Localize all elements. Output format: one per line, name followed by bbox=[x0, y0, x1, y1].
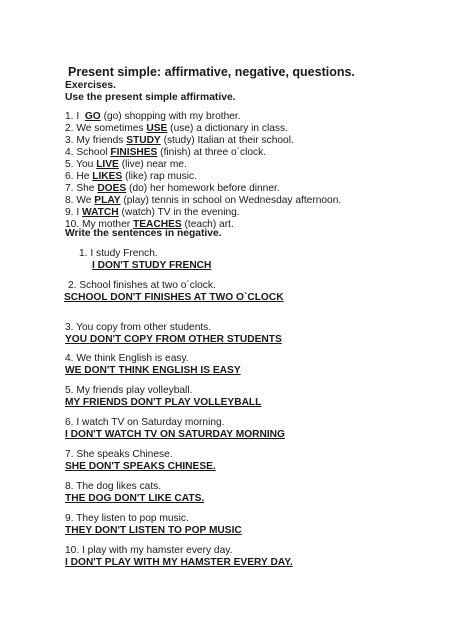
affirmative-item bbox=[65, 159, 187, 171]
item-prefix: I bbox=[76, 207, 80, 218]
item-number: 1. bbox=[65, 111, 74, 122]
answer-text: FINISHES bbox=[110, 147, 158, 158]
negative-answer: I DON'T PLAY WITH MY HAMSTER EVERY DAY. bbox=[65, 557, 293, 568]
page-title: Present simple: affirmative, negative, questions. bbox=[68, 65, 355, 79]
item-prefix: She bbox=[76, 183, 95, 194]
item-number: 2. bbox=[65, 123, 74, 134]
item-suffix: (watch) TV in the evening. bbox=[121, 207, 240, 218]
item-number: 7. bbox=[65, 183, 74, 194]
item-number: 4. bbox=[65, 147, 74, 158]
affirmative-item bbox=[65, 111, 241, 123]
answer-text: LIKES bbox=[92, 171, 123, 182]
item-suffix: (use) a dictionary in class. bbox=[170, 123, 288, 134]
item-number: 9. bbox=[65, 207, 74, 218]
item-number: 5. bbox=[65, 159, 74, 170]
answer-text: USE bbox=[146, 123, 168, 134]
affirmative-item bbox=[65, 195, 341, 207]
answer-text: DOES bbox=[97, 183, 127, 194]
answer-text: TEACHES bbox=[132, 219, 182, 230]
negative-answer: I DON'T STUDY FRENCH bbox=[92, 260, 212, 271]
item-number: 3. bbox=[65, 135, 74, 146]
item-suffix: (do) her homework before dinner. bbox=[129, 183, 280, 194]
negative-answer: WE DON'T THINK ENGLISH IS EASY bbox=[65, 365, 241, 376]
answer-text: PLAY bbox=[94, 195, 121, 206]
exercises-label: Exercises. bbox=[65, 80, 116, 91]
affirmative-item bbox=[65, 207, 240, 219]
item-suffix: (like) rap music. bbox=[125, 171, 197, 182]
affirmative-item bbox=[65, 171, 197, 183]
negative-question: 3. You copy from other students. bbox=[65, 322, 212, 333]
negative-question: 2. School finishes at two o´clock. bbox=[68, 280, 216, 291]
item-suffix: (study) Italian at their school. bbox=[163, 135, 294, 146]
item-suffix: (teach) art. bbox=[184, 219, 234, 230]
item-prefix: You bbox=[76, 159, 94, 170]
answer-text: GO bbox=[84, 111, 101, 122]
negative-question: 7. She speaks Chinese. bbox=[65, 449, 173, 460]
section2-instruction: Write the sentences in negative. bbox=[65, 228, 222, 239]
item-prefix: My mother bbox=[82, 219, 131, 230]
item-suffix: (go) shopping with my brother. bbox=[103, 111, 241, 122]
affirmative-item bbox=[65, 135, 294, 147]
item-suffix: (play) tennis in school on Wednesday afternoon. bbox=[123, 195, 342, 206]
negative-question: 1. I study French. bbox=[79, 248, 158, 259]
item-prefix: School bbox=[76, 147, 108, 158]
section1-instruction: Use the present simple affirmative. bbox=[65, 92, 236, 103]
item-prefix: We bbox=[76, 195, 92, 206]
affirmative-item bbox=[65, 147, 266, 159]
negative-answer: THEY DON'T LISTEN TO POP MUSIC bbox=[65, 525, 242, 536]
negative-question: 4. We think English is easy. bbox=[65, 353, 189, 364]
negative-question: 8. The dog likes cats. bbox=[65, 481, 162, 492]
negative-question: 10. I play with my hamster every day. bbox=[65, 545, 233, 556]
item-prefix: I bbox=[76, 111, 80, 122]
item-number: 10. bbox=[65, 219, 80, 230]
negative-answer: THE DOG DON'T LIKE CATS. bbox=[65, 493, 205, 504]
affirmative-item bbox=[65, 123, 288, 135]
negative-question: 9. They listen to pop music. bbox=[65, 513, 189, 524]
item-suffix: (finish) at three o´clock. bbox=[160, 147, 267, 158]
negative-answer: YOU DON'T COPY FROM OTHER STUDENTS bbox=[65, 334, 282, 345]
item-number: 8. bbox=[65, 195, 74, 206]
answer-text: STUDY bbox=[126, 135, 161, 146]
item-prefix: My friends bbox=[76, 135, 124, 146]
item-number: 6. bbox=[65, 171, 74, 182]
answer-text: WATCH bbox=[82, 207, 119, 218]
item-suffix: (live) near me. bbox=[121, 159, 187, 170]
item-prefix: We sometimes bbox=[76, 123, 144, 134]
negative-question: 6. I watch TV on Saturday morning. bbox=[65, 417, 225, 428]
item-prefix: He bbox=[76, 171, 90, 182]
negative-answer: I DON'T WATCH TV ON SATURDAY MORNING bbox=[65, 429, 285, 440]
negative-answer: SHE DON'T SPEAKS CHINESE. bbox=[65, 461, 216, 472]
negative-answer: SCHOOL DON'T FINISHES AT TWO O`CLOCK bbox=[64, 292, 284, 303]
answer-text: LIVE bbox=[96, 159, 119, 170]
affirmative-item bbox=[65, 183, 280, 195]
negative-question: 5. My friends play volleyball. bbox=[65, 385, 193, 396]
negative-answer: MY FRIENDS DON'T PLAY VOLLEYBALL bbox=[65, 397, 262, 408]
